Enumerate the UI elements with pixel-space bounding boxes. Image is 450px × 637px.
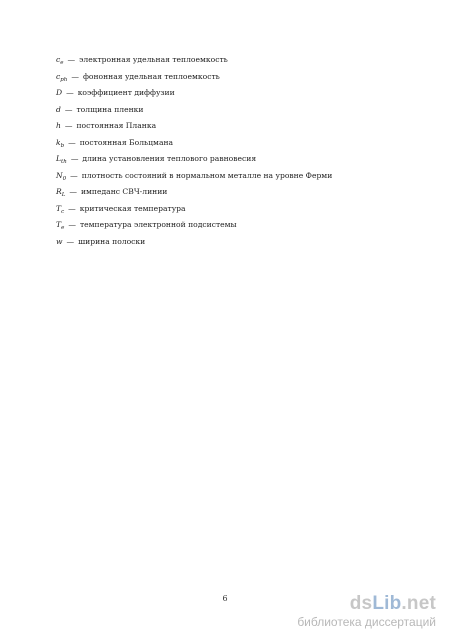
notation-description: толщина пленки (76, 104, 144, 114)
notation-entry: $c_{ph}$ — фононная удельная теплоемкость (56, 71, 220, 83)
notation-symbol: $c_{ph}$ (56, 71, 68, 83)
notation-entry: w — ширина полоски (56, 236, 146, 246)
notation-entry: d — толщина пленки (56, 104, 144, 114)
notation-symbol: $L_{th}$ (56, 154, 67, 165)
notation-symbol: $k_b$ (56, 137, 65, 149)
notation-entry: $T_c$ — критическая температура (56, 203, 186, 215)
notation-description: длина установления теплового равновесия (82, 154, 257, 163)
notation-symbol: $R_L$ (56, 187, 66, 198)
notation-symbol: w (56, 236, 63, 246)
dslib-subtitle: библиотека диссертаций (297, 615, 436, 629)
notation-description: постоянная Планка (76, 121, 157, 130)
notation-entry: D — коэффициент диффузии (56, 88, 175, 97)
notation-description: ширина полоски (78, 236, 146, 246)
notation-symbol: $c_e$ (56, 55, 64, 66)
notation-entry: $T_e$ — температура электронной подсистемы (56, 220, 237, 231)
notation-entry: $c_e$ — электронная удельная теплоемкость (56, 55, 228, 66)
notation-symbol: d (56, 104, 61, 114)
notation-description: плотность состояний в нормальном металле на уровне Ферми (81, 170, 333, 180)
notation-entry: $R_L$ — импеданс СВЧ-линии (56, 187, 168, 198)
notation-symbol: $T_c$ (56, 203, 65, 215)
notation-description: фононная удельная теплоемкость (82, 71, 220, 81)
page-number: 6 (222, 594, 228, 603)
notation-symbol: h (56, 121, 61, 130)
dslib-logo: dsLib.net (349, 593, 436, 614)
notation-entry: $L_{th}$ — длина установления теплового равновесия (56, 154, 257, 165)
notation-symbol: $N_0$ (56, 170, 67, 182)
notation-entry: $N_0$ — плотность состояний в нормальном металле на уровне Ферми (56, 170, 333, 182)
notation-list (56, 52, 416, 250)
notation-symbol: D (56, 88, 63, 97)
notation-entry: $k_b$ — постоянная Больцмана (56, 137, 174, 149)
notation-description: импеданс СВЧ-линии (80, 187, 168, 196)
notation-description: критическая температура (79, 203, 186, 213)
notation-description: температура электронной подсистемы (79, 220, 237, 229)
notation-description: электронная удельная теплоемкость (79, 55, 228, 64)
notation-description: постоянная Больцмана (79, 137, 174, 147)
dslib-watermark[interactable] (297, 594, 436, 629)
notation-symbol: $T_e$ (56, 220, 65, 231)
notation-entry: h — постоянная Планка (56, 121, 157, 130)
notation-description: коэффициент диффузии (77, 88, 175, 97)
